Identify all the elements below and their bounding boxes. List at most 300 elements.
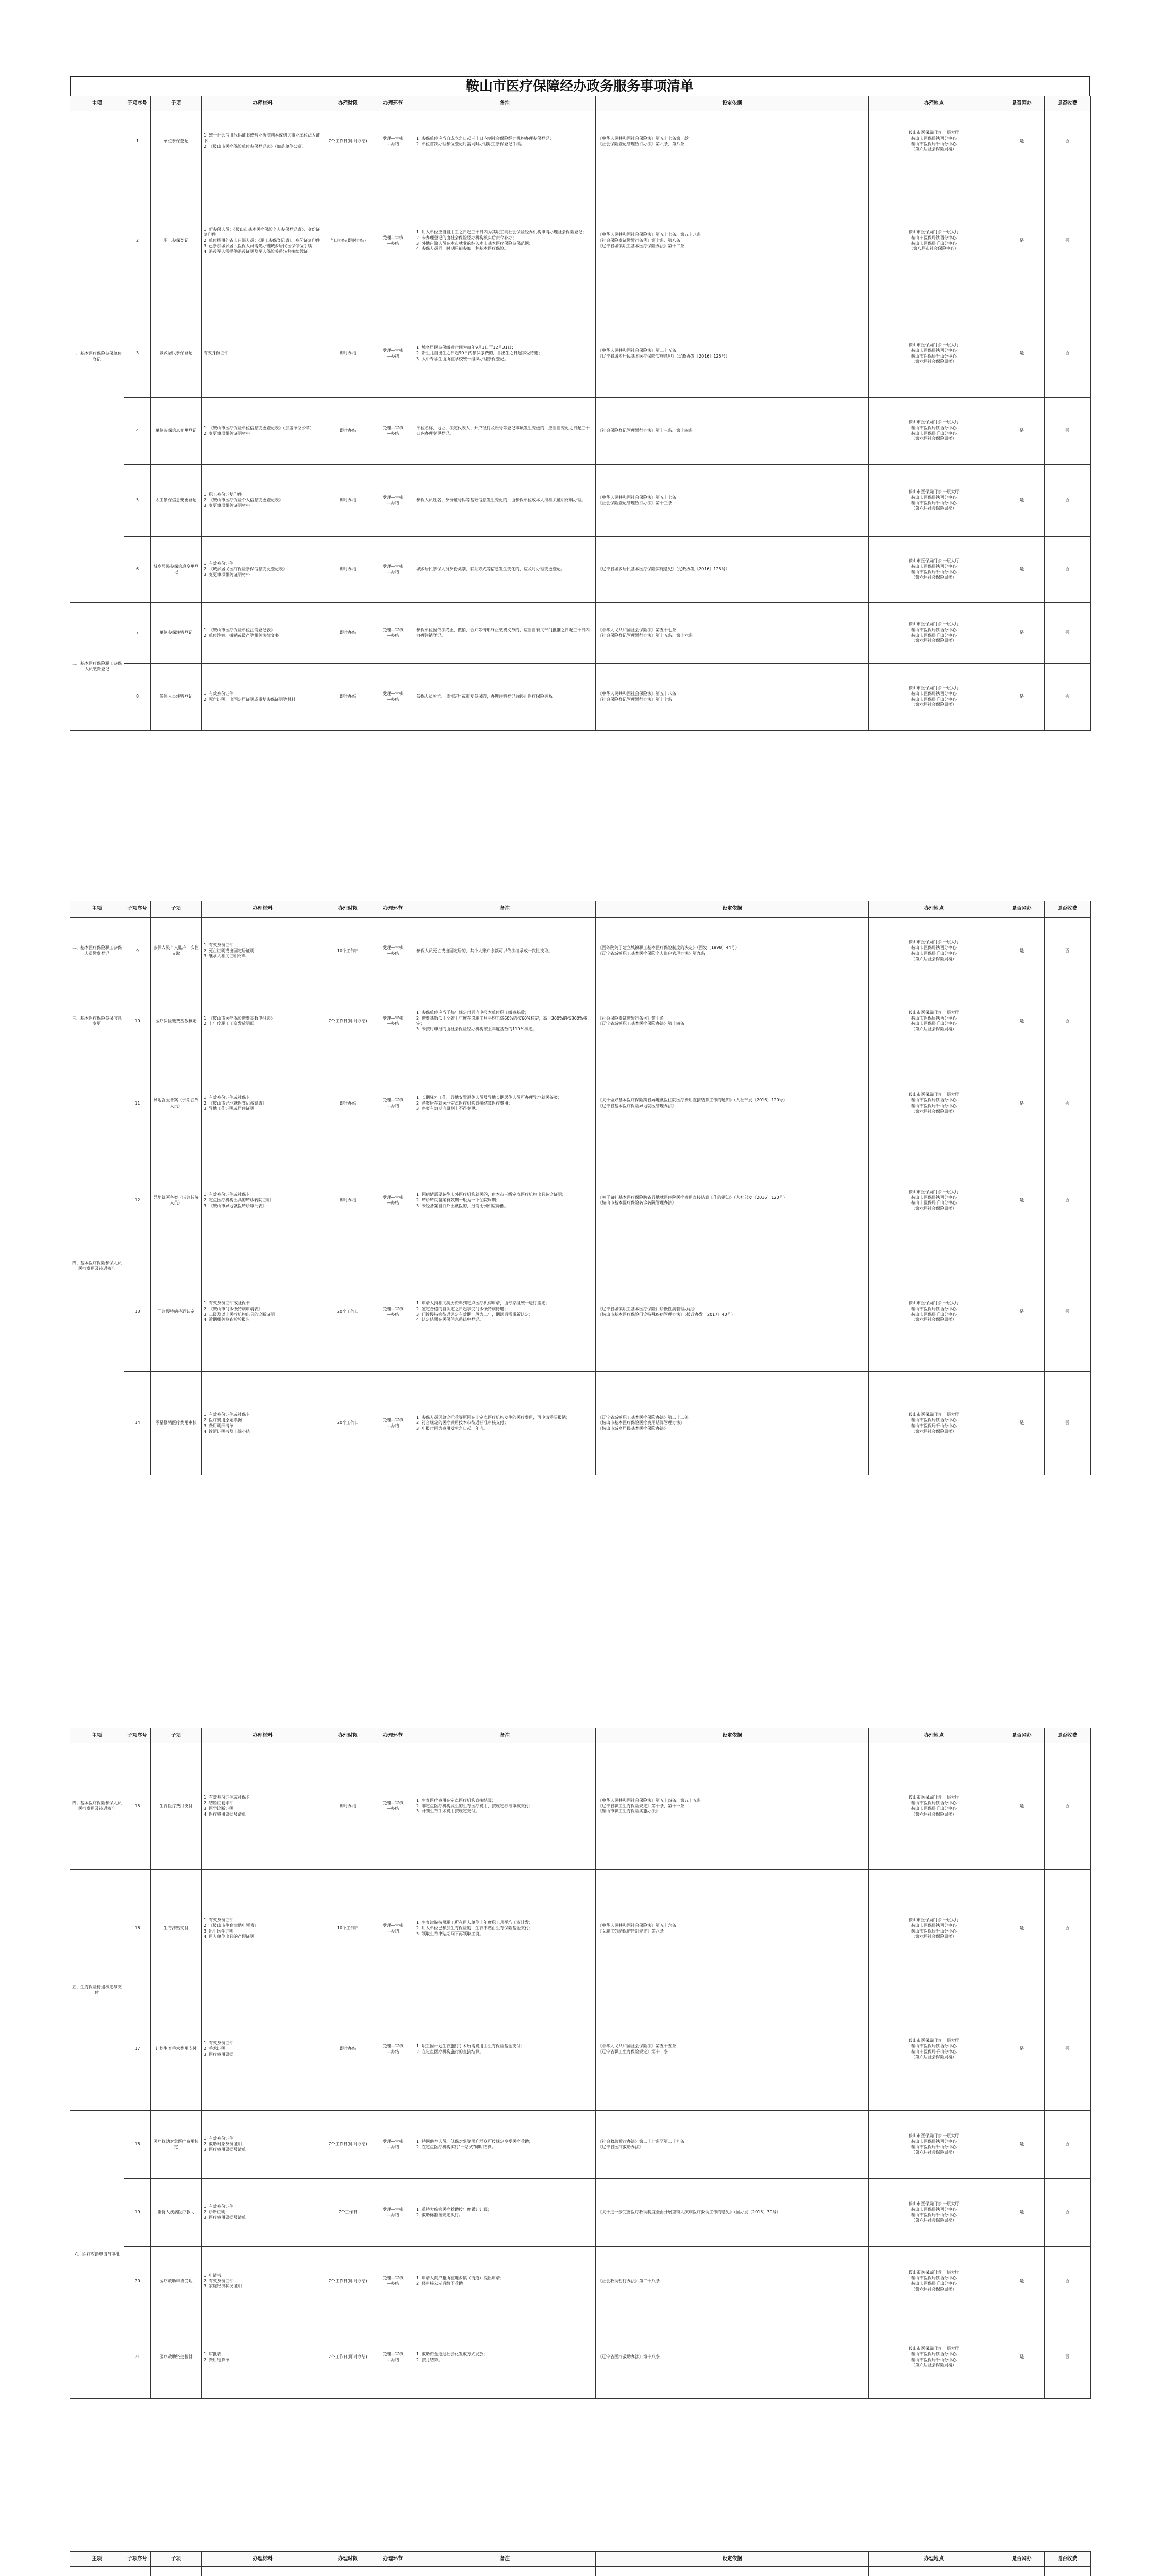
header-cell: 是否收费 [1045,96,1091,111]
cell-basis: 《辽宁省城乡居民基本医疗保险实施意见》（辽政办发〔2016〕125号） [596,537,869,603]
cell-steps: 受理—审核 —办结 [372,1870,414,1988]
cell-time: 20个工作日 [324,1372,372,1475]
cell-sub: 重特大疾病医疗救助 [151,2179,202,2247]
header-cell: 主项 [70,96,124,111]
header-cell: 是否网办 [999,96,1045,111]
cell-note: 1. 申请人持相关病历资料到定点医疗机构申请，由专家组统一进行鉴定； 2. 鉴定合格的自认定之日起享受门诊慢特病待遇； 3. 门诊慢特病待遇认定有效期一般为二年，期满后需重新认定； 4. 认定结果在医保信息系统中登记。 [414,1252,596,1372]
cell-fee: 否 [1045,310,1091,398]
cell-note: 1. 申请人向户籍所在地乡镇（街道）提出申请； 2. 经审核公示后给予救助。 [414,2247,596,2316]
cell-place: 鞍山市医保局门诊 一层大厅 鞍山市医保局铁西分中心 鞍山市医保局千山分中心 （第六届社会保险局楼） [869,1252,999,1372]
cell-materials: 1. 《鞍山市医疗保险单位注销登记表》 2. 单位注销、撤销或破产等相关法律文书 [202,603,324,664]
cell-online: 是 [999,2179,1045,2247]
cell-note: 1. 长期驻外工作、异地安置退休人员及异地长期居住人员可办理异地就医备案； 2. 备案后在就医地定点医疗机构直接结算医疗费用； 3. 备案有效期内原则上不得变更。 [414,1058,596,1149]
cell-basis: 《关于做好基本医疗保险跨省异地就医住院医疗费用直接结算工作的通知》（人社部发〔2016〕120号） 《鞍山市基本医疗保险转诊转院管理办法》 [596,1149,869,1252]
cell-no: 20 [124,2247,151,2316]
cell-online: 是 [999,1058,1045,1149]
header-cell: 是否网办 [999,1728,1045,1743]
cell-basis: 《社会保险登记管理暂行办法》第十三条、第十四条 [596,398,869,465]
service-table-part-2 [70,901,1091,1475]
cell-no [124,2567,151,2576]
cell-steps: 受理—审核 —办结 [372,1058,414,1149]
header-cell: 是否收费 [1045,2552,1091,2567]
cell-online: 是 [999,1372,1045,1475]
cell-sub: 生育津贴支付 [151,1870,202,1988]
cell-fee: 否 [1045,2316,1091,2399]
cell-note: 1. 职工因计划生育施行手术所需费用由生育保险基金支付； 2. 在定点医疗机构施行的直接结算。 [414,1988,596,2111]
cell-place: 鞍山市医保局门诊 一层大厅 鞍山市医保局铁西分中心 鞍山市医保局千山分中心 （第六届社会保险局楼） [869,1743,999,1870]
cell-online: 是 [999,664,1045,731]
cell-fee: 否 [1045,1058,1091,1149]
cell-fee: 否 [1045,1372,1091,1475]
cell-online: 是 [999,1870,1045,1988]
header-cell: 子项序号 [124,1728,151,1743]
header-cell: 子项 [151,96,202,111]
cell-sub: 医疗保险缴费基数核定 [151,985,202,1058]
cell-basis: 《辽宁省城镇职工基本医疗保险办法》第二十二条 《鞍山市基本医疗保险医疗费用结算管理办法》 《鞍山市城乡居民基本医疗保险办法》 [596,1372,869,1475]
cell-time: 7个工作日 [324,2179,372,2247]
header-cell: 办理材料 [202,901,324,918]
header-cell: 主项 [70,1728,124,1743]
header-cell: 是否收费 [1045,1728,1091,1743]
cell-basis: 《辽宁省城镇职工基本医疗保险门诊慢性病管理办法》 《鞍山市基本医疗保险门诊特殊疾病管理办法》（鞍政办发〔2017〕40号） [596,1252,869,1372]
cell-fee: 否 [1045,537,1091,603]
cell-materials: 1. 审批表 2. 费用结算单 [202,2316,324,2399]
table-row [70,1870,1091,1988]
cell-steps: 受理—审核 —办结 [372,1372,414,1475]
table-row [70,2247,1091,2316]
cell-place: 鞍山市医保局门诊 一层大厅 鞍山市医保局铁西分中心 鞍山市医保局千山分中心 （第六届社会保险局楼） [869,398,999,465]
header-cell: 办理地点 [869,901,999,918]
cell-sub: 医疗救助申请受理 [151,2247,202,2316]
header-cell: 办理环节 [372,901,414,918]
cell-fee: 否 [1045,1988,1091,2111]
header-cell: 设定依据 [596,96,869,111]
cell-materials: 1. 《鞍山市医疗保险单位信息变更登记表》（加盖单位公章） 2. 变更事项相关证明材料 [202,398,324,465]
cell-basis: 《中华人民共和国社会保险法》第二十五条 《辽宁省城乡居民基本医疗保险实施意见》（辽政办发〔2016〕125号） [596,310,869,398]
cell-materials: 1. 有效身份证件 2. 诊断证明 3. 医疗费用票据及清单 [202,2179,324,2247]
cell-sub: 职工参保信息变更登记 [151,465,202,537]
table-row [70,111,1091,172]
cell-fee: 否 [1045,918,1091,985]
cell-materials: 1. 有效身份证件或社保卡 2. 定点医疗机构出具的转诊转院证明 3. 《鞍山市异地就医转诊审批表》 [202,1149,324,1252]
header-cell: 办理地点 [869,96,999,111]
cell-materials: 1. 有效身份证件或社保卡 2. 结婚证复印件 3. 医学诊断证明 4. 医疗费用票据及清单 [202,1743,324,1870]
cell-note: 1. 重特大疾病医疗救助按年度累计计算； 2. 救助标准按规定执行。 [414,2179,596,2247]
cell-fee: 否 [1045,2247,1091,2316]
cell-steps: 受理—审核 —办结 [372,918,414,985]
cell-fee: 否 [1045,985,1091,1058]
cell-time: 7个工作日(即时办结) [324,111,372,172]
table-header-row [70,901,1091,918]
cell-sub [151,2567,202,2576]
cell-materials: 1. 有效身份证件或社保卡 2. 《鞍山市门诊慢特病申请表》 3. 二级及以上医疗机构出具的诊断证明 4. 近期相关检查检验报告 [202,1252,324,1372]
cell-no: 8 [124,664,151,731]
cell-time: 即时办结 [324,1058,372,1149]
cell-steps: 受理—审核 —办结 [372,465,414,537]
cell-basis: 《关于进一步完善医疗救助制度全面开展重特大疾病医疗救助工作的意见》（国办发〔2015〕30号） [596,2179,869,2247]
cell-no: 18 [124,2111,151,2179]
cell-basis: 《中华人民共和国社会保险法》第五十七条第一款 《社会保险登记管理暂行办法》第六条、第八条 [596,111,869,172]
cell-place: 鞍山市医保局门诊 一层大厅 鞍山市医保局铁西分中心 鞍山市医保局千山分中心 （第六届社会保险局楼） [869,537,999,603]
header-cell: 办理地点 [869,1728,999,1743]
cell-steps: 受理—审核 —办结 [372,603,414,664]
cell-no: 16 [124,1870,151,1988]
cell-place: 鞍山市医保局门诊 一层大厅 鞍山市医保局铁西分中心 鞍山市医保局千山分中心 （第六届社会保险局楼） [869,1870,999,1988]
cell-note: 单位名称、地址、法定代表人、开户银行及账号等登记事项发生变更的，应当自变更之日起三十日内办理变更登记。 [414,398,596,465]
cell-fee: 否 [1045,1252,1091,1372]
header-cell: 备注 [414,2552,596,2567]
cell-fee: 否 [1045,2111,1091,2179]
cell-note: 1. 生育津贴按照职工所在用人单位上年度职工月平均工资计发； 2. 用人单位已参加生育保险的，生育津贴由生育保险基金支付； 3. 领取生育津贴期间不再领取工资。 [414,1870,596,1988]
cell-place: 鞍山市医保局门诊 一层大厅 鞍山市医保局铁西分中心 鞍山市医保局千山分中心 （第六届社会保险局楼） [869,111,999,172]
header-cell: 子项 [151,2552,202,2567]
cell-time: 即时办结 [324,1743,372,1870]
cell-steps: 受理—审核 —办结 [372,2179,414,2247]
cell-time: 7个工作日(即时办结) [324,2247,372,2316]
cell-no: 4 [124,398,151,465]
cell-basis: 《中华人民共和国社会保险法》第五十七条 《社会保险登记管理暂行办法》第十五条、第十六条 [596,603,869,664]
cell-no: 1 [124,111,151,172]
cell-basis: 《社会救助暂行办法》第二十八条 [596,2247,869,2316]
cell-basis: 《中华人民共和国社会保险法》第五十八条 《社会保险登记管理暂行办法》第十七条 [596,664,869,731]
table-row [70,985,1091,1058]
cell-online: 是 [999,918,1045,985]
cell-steps: 受理—审核 —办结 [372,664,414,731]
header-cell: 办理时限 [324,2552,372,2567]
table-header-row [70,2552,1091,2567]
cell-place: 鞍山市医保局门诊 一层大厅 鞍山市医保局铁西分中心 鞍山市医保局千山分中心 （第六届社会保险局楼） [869,985,999,1058]
cell-steps: 受理—审核 —办结 [372,172,414,310]
header-cell: 办理地点 [869,2552,999,2567]
service-table-part-4 [70,2551,1091,2576]
header-cell: 是否网办 [999,2552,1045,2567]
cell-no: 6 [124,537,151,603]
cell-materials: 1. 有效身份证件 2. 《城乡居民医疗保险参保信息变更登记表》 3. 变更事项相关证明材料 [202,537,324,603]
cell-materials: 1. 有效身份证件 2. 救助对象身份证明 3. 医疗费用票据及清单 [202,2111,324,2179]
cell-basis: 《社会保险费征缴暂行条例》第十条 《辽宁省城镇职工基本医疗保险办法》第十四条 [596,985,869,1058]
cell-time [324,2567,372,2576]
cell-place: 鞍山市医保局门诊 一层大厅 鞍山市医保局铁西分中心 鞍山市医保局千山分中心 （第六届社会保险局楼） [869,603,999,664]
cell-steps [372,2567,414,2576]
cell-place: 鞍山市医保局门诊 一层大厅 鞍山市医保局铁西分中心 鞍山市医保局千山分中心 （第六届社会保险局楼） [869,2247,999,2316]
cell-note: 参保人员姓名、身份证号码等基础信息发生变更的，由参保单位或本人持相关证明材料办理。 [414,465,596,537]
table-row [70,2179,1091,2247]
cell-note: 1. 参保人员因急诊抢救等原因在非定点医疗机构发生的医疗费用，可申请零星报销； 2. 符合规定的医疗费用按本市待遇标准审核支付； 3. 申报时间为费用发生之日起一年内。 [414,1372,596,1475]
cell-time: 即时办结 [324,664,372,731]
cell-note: 1. 用人单位应当自用工之日起三十日内为其职工向社会保险经办机构申请办理社会保险登记； 2. 未办理登记的由社会保险经办机构核实后责令补办； 3. 外地户籍人员在本市就业的纳入本市基本医疗保险参保范围； 4. 参保人员同一时期只能参加一种基本医疗保险。 [414,172,596,310]
header-cell: 子项 [151,901,202,918]
cell-no: 9 [124,918,151,985]
table-row [70,1988,1091,2111]
cell-basis: 《中华人民共和国社会保险法》第五十五条 《辽宁省职工生育保险规定》第十二条 [596,1988,869,2111]
cell-time: 即时办结 [324,465,372,537]
cell-materials: 1. 有效身份证件或社保卡 2. 医疗费用原始票据 3. 费用明细清单 4. 诊断证明书及出院小结 [202,1372,324,1475]
header-cell: 办理时限 [324,901,372,918]
cell-place: 鞍山市医保局门诊 一层大厅 鞍山市医保局铁西分中心 鞍山市医保局千山分中心 （第六届社会保险局楼） [869,465,999,537]
cell-no: 15 [124,1743,151,1870]
cell-note: 参保单位因依法终止、撤销、合并等情形终止缴费义务的，应当自有关部门批准之日起三十日内办理注销登记。 [414,603,596,664]
cell-basis: 《中华人民共和国社会保险法》第五十七条、第五十八条 《社会保险费征缴暂行条例》第七条、第八条 《辽宁省城镇职工基本医疗保险办法》第十二条 [596,172,869,310]
cell-place: 鞍山市医保局门诊 一层大厅 鞍山市医保局铁西分中心 鞍山市医保局千山分中心 （第六届社会保险局楼） [869,2179,999,2247]
table-row [70,1058,1091,1149]
cell-sub: 门诊慢特病待遇认定 [151,1252,202,1372]
cell-no: 10 [124,985,151,1058]
cell-online: 是 [999,1149,1045,1252]
header-cell: 设定依据 [596,2552,869,2567]
cell-fee: 否 [1045,172,1091,310]
group-cell: 二、基本医疗保险职工参保人员缴费登记 [70,603,124,731]
cell-note: 1. 因病情需要转往市外医疗机构就医的，由本市三级定点医疗机构出具转诊证明； 2. 转诊转院备案有效期一般为一个住院周期； 3. 未经备案自行外出就医的，报销比例相应降低。 [414,1149,596,1252]
cell-materials: 1. 申请书 2. 有效身份证件 3. 家庭经济状况证明 [202,2247,324,2316]
header-cell: 备注 [414,901,596,918]
table-row [70,664,1091,731]
header-cell: 办理时限 [324,96,372,111]
table-row [70,2111,1091,2179]
cell-no: 19 [124,2179,151,2247]
cell-basis: 《关于做好基本医疗保险跨省异地就医住院医疗费用直接结算工作的通知》（人社部发〔2016〕120号） 《辽宁省基本医疗保险异地就医管理办法》 [596,1058,869,1149]
cell-online: 是 [999,2247,1045,2316]
cell-basis [596,2567,869,2576]
cell-no: 7 [124,603,151,664]
cell-no: 14 [124,1372,151,1475]
table-row [70,1743,1091,1870]
table-row [70,1252,1091,1372]
header-cell: 是否网办 [999,901,1045,918]
cell-sub: 生育医疗费用支付 [151,1743,202,1870]
group-cell: 四、基本医疗保险参保人员医疗费用及待遇核准 [70,1058,124,1475]
header-cell: 设定依据 [596,901,869,918]
cell-fee: 否 [1045,465,1091,537]
cell-fee [1045,2567,1091,2576]
cell-steps: 受理—审核 —办结 [372,398,414,465]
cell-time: 7个工作日(即时办结) [324,2316,372,2399]
cell-no: 17 [124,1988,151,2111]
header-cell: 办理材料 [202,1728,324,1743]
cell-note: 1. 参保单位应当于每年规定时间内申报本单位职工缴费基数； 2. 缴费基数低于全省上年度在岗职工月平均工资60%的按60%核定，高于300%的按300%核定； 3. 未按时申报的由社会保险经办机构按上年度基数的110%核定。 [414,985,596,1058]
cell-note: 1. 救助资金通过社会化发放方式发放； 2. 按月结算。 [414,2316,596,2399]
cell-steps: 受理—审核 —办结 [372,1252,414,1372]
cell-note: 城乡居民参保人员身份类别、联系方式等信息发生变化的，应及时办理变更登记。 [414,537,596,603]
cell-place: 鞍山市医保局门诊 一层大厅 鞍山市医保局铁西分中心 鞍山市医保局千山分中心 （第六届社会保险局楼） [869,2316,999,2399]
cell-online: 是 [999,2316,1045,2399]
header-cell: 子项序号 [124,901,151,918]
cell-online: 是 [999,1743,1045,1870]
cell-place: 鞍山市医保局门诊 一层大厅 鞍山市医保局铁西分中心 鞍山市医保局千山分中心 （第六届社会保险局楼） [869,1058,999,1149]
cell-online [999,2567,1045,2576]
cell-sub: 城乡居民参保登记 [151,310,202,398]
cell-place: 鞍山市医保局门诊 一层大厅 鞍山市医保局铁西分中心 鞍山市医保局千山分中心 （第六届社会保险局楼） [869,918,999,985]
cell-time: 即时办结 [324,1149,372,1252]
cell-note [414,2567,596,2576]
cell-time: 10个工作日 [324,918,372,985]
cell-place: 鞍山市医保局门诊 一层大厅 鞍山市医保局铁西分中心 鞍山市医保局千山分中心 （第六届社会保险局楼） [869,310,999,398]
cell-note: 参保人员死亡、出国定居或重复参保的，办理注销登记后终止医疗保险关系。 [414,664,596,731]
cell-no: 13 [124,1252,151,1372]
cell-materials: 有效身份证件 [202,310,324,398]
group-cell: 三、基本医疗保险参保信息变更 [70,985,124,1058]
cell-sub: 参保人员个人账户一次性支取 [151,918,202,985]
header-cell: 办理环节 [372,96,414,111]
cell-online: 是 [999,172,1045,310]
header-cell: 备注 [414,96,596,111]
cell-no: 21 [124,2316,151,2399]
cell-steps: 受理—审核 —办结 [372,1743,414,1870]
table-row [70,1149,1091,1252]
table-row [70,172,1091,310]
table-row [70,2567,1091,2576]
header-cell: 主项 [70,2552,124,2567]
cell-sub: 职工参保登记 [151,172,202,310]
cell-steps: 受理—审核 —办结 [372,310,414,398]
cell-basis: 《国务院关于建立城镇职工基本医疗保险制度的决定》（国发〔1998〕44号） 《辽宁省城镇职工基本医疗保险个人账户管理办法》第九条 [596,918,869,985]
table-row [70,2316,1091,2399]
header-cell: 是否收费 [1045,901,1091,918]
cell-steps: 受理—审核 —办结 [372,2111,414,2179]
cell-fee: 否 [1045,1149,1091,1252]
header-cell: 办理环节 [372,2552,414,2567]
service-table-part-1 [70,96,1091,731]
cell-materials: 1. 有效身份证件 2. 手术证明 3. 医疗费用票据 [202,1988,324,2111]
cell-online: 是 [999,985,1045,1058]
cell-basis: 《中华人民共和国社会保险法》第五十七条 《社会保险登记管理暂行办法》第十三条 [596,465,869,537]
cell-fee: 否 [1045,1743,1091,1870]
cell-note: 参保人员死亡或出国定居的，其个人账户余额可以依法继承或一次性支取。 [414,918,596,985]
cell-time: 10个工作日 [324,1870,372,1988]
cell-time: 20个工作日 [324,1252,372,1372]
cell-online: 是 [999,398,1045,465]
cell-online: 是 [999,111,1045,172]
cell-steps: 受理—审核 —办结 [372,1988,414,2111]
cell-basis: 《中华人民共和国社会保险法》第五十四条、第五十五条 《辽宁省职工生育保险规定》第十条、第十一条 《鞍山市职工生育保险实施办法》 [596,1743,869,1870]
cell-time: 即时办结 [324,310,372,398]
cell-online: 是 [999,465,1045,537]
page-title: 鞍山市医疗保障经办政务服务事项清单 [70,76,1090,96]
cell-sub: 单位参保登记 [151,111,202,172]
cell-steps: 受理—审核 —办结 [372,2316,414,2399]
cell-materials: 1. 统一社会信用代码证书或营业执照副本或机关事业单位法人证书 2. 《鞍山市医疗保险单位参保登记表》（加盖单位公章） [202,111,324,172]
header-cell: 子项 [151,1728,202,1743]
table-row [70,310,1091,398]
service-table-part-3 [70,1728,1091,2399]
cell-materials: 1. 有效身份证件 2. 《鞍山市生育津贴申领表》 3. 出生医学证明 4. 用人单位出具的产假证明 [202,1870,324,1988]
cell-materials: 1. 职工身份证复印件 2. 《鞍山市医疗保险个人信息变更登记表》 3. 变更事项相关证明材料 [202,465,324,537]
cell-materials: 1. 有效身份证件 2. 死亡证明或出国定居证明 3. 继承人相关证明材料 [202,918,324,985]
cell-fee: 否 [1045,603,1091,664]
group-cell: 二、基本医疗保险职工参保人员缴费登记 [70,918,124,985]
table-header-row [70,1728,1091,1743]
cell-materials [202,2567,324,2576]
group-cell: 五、生育保险待遇核定与支付 [70,1870,124,2111]
cell-sub: 医疗救助对象医疗费用核定 [151,2111,202,2179]
header-cell: 主项 [70,901,124,918]
cell-time: 当日办结(即时办结) [324,172,372,310]
cell-materials: 1. 有效身份证件或社保卡 2. 《鞍山市异地就医登记备案表》 3. 异地工作证明或居住证明 [202,1058,324,1149]
cell-steps: 受理—审核 —办结 [372,985,414,1058]
cell-sub: 计划生育手术费用支付 [151,1988,202,2111]
header-cell: 办理材料 [202,2552,324,2567]
cell-sub: 参保人员注销登记 [151,664,202,731]
cell-online: 是 [999,603,1045,664]
group-cell: 一、基本医疗保险参保单位登记 [70,111,124,603]
table-row [70,603,1091,664]
table-row [70,1372,1091,1475]
cell-steps: 受理—审核 —办结 [372,1149,414,1252]
cell-note: 1. 生育医疗费用在定点医疗机构直接结算； 2. 非定点医疗机构发生的生育医疗费用，按规定标准审核支付； 3. 计划生育手术费用按规定支付。 [414,1743,596,1870]
cell-sub: 单位参保注销登记 [151,603,202,664]
cell-place: 鞍山市医保局门诊 一层大厅 鞍山市医保局铁西分中心 鞍山市医保局千山分中心 （第六届社会保险局楼） [869,2111,999,2179]
cell-time: 即时办结 [324,603,372,664]
cell-fee: 否 [1045,2179,1091,2247]
cell-sub: 城乡居民参保信息变更登记 [151,537,202,603]
cell-place: 鞍山市医保局门诊 一层大厅 鞍山市医保局铁西分中心 鞍山市医保局千山分中心 （第六届社会保险局楼） [869,1149,999,1252]
cell-basis: 《中华人民共和国社会保险法》第五十六条 《女职工劳动保护特别规定》第八条 [596,1870,869,1988]
cell-steps: 受理—审核 —办结 [372,111,414,172]
cell-time: 即时办结 [324,1988,372,2111]
cell-place: 鞍山市医保局门诊 一层大厅 鞍山市医保局铁西分中心 鞍山市医保局千山分中心 （第六届社会保险局楼） [869,1988,999,2111]
table-row [70,398,1091,465]
table-header-row [70,96,1091,111]
cell-sub: 异地就医备案（长期驻外人员） [151,1058,202,1149]
cell-sub: 单位参保信息变更登记 [151,398,202,465]
cell-time: 即时办结 [324,537,372,603]
cell-steps: 受理—审核 —办结 [372,2247,414,2316]
table-row [70,465,1091,537]
cell-online: 是 [999,2111,1045,2179]
group-cell [70,2567,124,2576]
cell-steps: 受理—审核 —办结 [372,537,414,603]
header-cell: 办理材料 [202,96,324,111]
cell-no: 3 [124,310,151,398]
cell-no: 5 [124,465,151,537]
group-cell: 六、医疗救助申请与审批 [70,2111,124,2399]
cell-time: 7个工作日(即时办结) [324,985,372,1058]
header-cell: 子项序号 [124,2552,151,2567]
cell-materials: 1. 《鞍山市医疗保险缴费基数申报表》 2. 上年度职工工资发放明细 [202,985,324,1058]
cell-note: 1. 城乡居民参保缴费时间为每年9月1日至12月31日； 2. 新生儿自出生之日起90日内参保缴费的，自出生之日起享受待遇； 3. 大中专学生由所在学校统一组织办理参保登记。 [414,310,596,398]
table-row [70,918,1091,985]
cell-place: 鞍山市医保局门诊 一层大厅 鞍山市医保局铁西分中心 鞍山市医保局千山分中心 （第六届社会保险局楼） [869,664,999,731]
cell-online: 是 [999,1988,1045,2111]
cell-no: 11 [124,1058,151,1149]
header-cell: 子项序号 [124,96,151,111]
group-cell: 四、基本医疗保险参保人员医疗费用及待遇核准 [70,1743,124,1870]
cell-fee: 否 [1045,664,1091,731]
cell-materials: 1. 有效身份证件 2. 死亡证明、出国定居证明或重复参保证明等材料 [202,664,324,731]
cell-time: 即时办结 [324,398,372,465]
cell-basis: 《社会救助暂行办法》第二十七条至第二十九条 《辽宁省医疗救助办法》 [596,2111,869,2179]
cell-fee: 否 [1045,111,1091,172]
cell-materials: 1. 新参保人员：《鞍山市基本医疗保险个人参保登记表》、身份证复印件 2. 单位招用外省市户籍人员：《职工参保登记表》、身份证复印件 3. 已参加城乡居民医保人员需先办理城乡居民医保停保手续 4. 退役军人需提供退役证明及军人保险关系转移接续凭证 [202,172,324,310]
table-row [70,537,1091,603]
cell-sub: 零星报销医疗费用审核 [151,1372,202,1475]
cell-place [869,2567,999,2576]
header-cell: 备注 [414,1728,596,1743]
header-cell: 办理时限 [324,1728,372,1743]
header-cell: 办理环节 [372,1728,414,1743]
cell-fee: 否 [1045,1870,1091,1988]
cell-online: 是 [999,537,1045,603]
cell-sub: 医疗救助资金拨付 [151,2316,202,2399]
cell-fee: 否 [1045,398,1091,465]
cell-online: 是 [999,310,1045,398]
cell-no: 12 [124,1149,151,1252]
cell-online: 是 [999,1252,1045,1372]
cell-place: 鞍山市医保局门诊 一层大厅 鞍山市医保局铁西分中心 鞍山市医保局千山分中心 （第六届社会保险局楼） [869,1372,999,1475]
cell-note: 1. 特困供养人员、低保对象等困难群众可按规定享受医疗救助； 2. 在定点医疗机构实行"一站式"即时结算。 [414,2111,596,2179]
cell-time: 7个工作日(即时办结) [324,2111,372,2179]
cell-note: 1. 参保单位应当自成立之日起三十日内到社会保险经办机构办理参保登记； 2. 单位首次办理参保登记时需同时办理职工参保登记手续。 [414,111,596,172]
header-cell: 设定依据 [596,1728,869,1743]
